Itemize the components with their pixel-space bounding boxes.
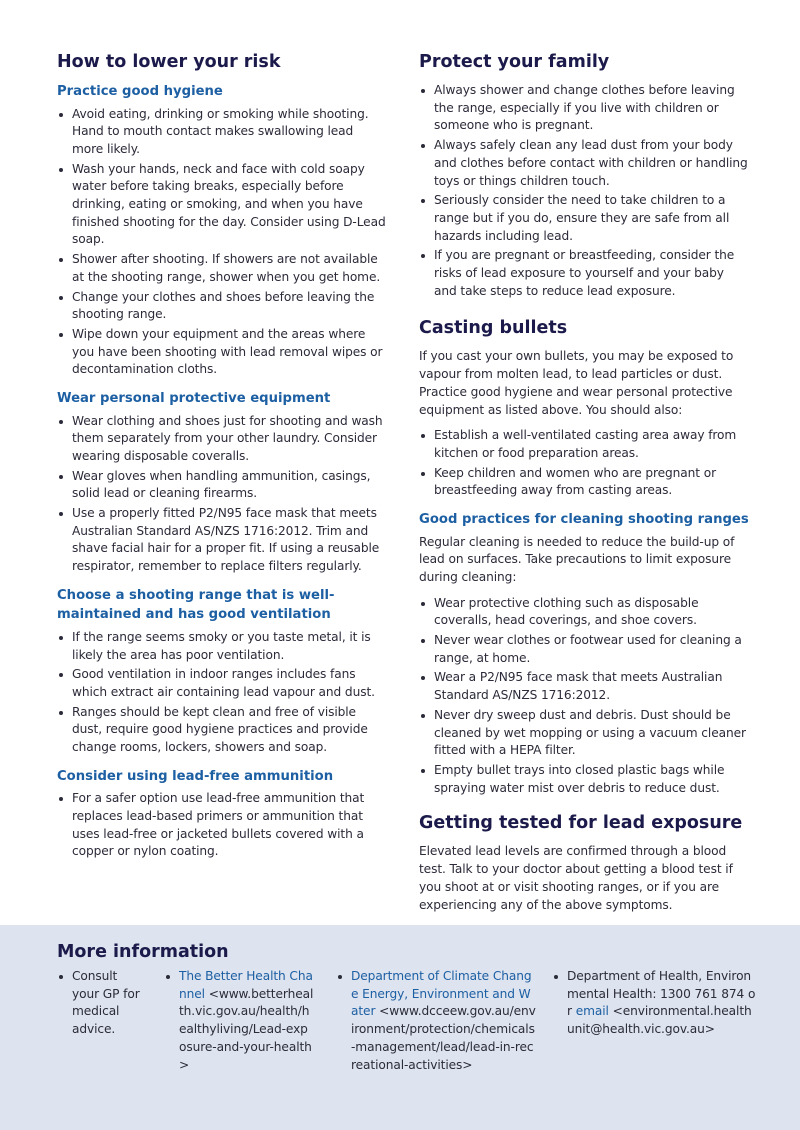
ppe-list: [57, 413, 387, 576]
list-item: Wear a P2/N95 face mask that meets Australian Standard AS/NZS 1716:2012.: [419, 669, 749, 704]
list-item: Wipe down your equipment and the areas where you have been shooting with lead removal wipes or decontamination cloths.: [57, 326, 387, 379]
testing-text: Elevated lead levels are confirmed through a blood test. Talk to your doctor about getting a blood test if you shoot at or visit shooting ranges, or if you are experiencing any of the above symptoms.: [419, 844, 733, 912]
list-item: Change your clothes and shoes before leaving the shooting range.: [57, 289, 387, 324]
subheading-ammunition: Consider using lead-free ammunition: [57, 768, 334, 784]
more-information-panel: [0, 925, 800, 1130]
subheading-hygiene: Practice good hygiene: [57, 84, 223, 99]
doh-text: Department of Health, Environmental Health: 1300 761 874 or: [567, 969, 756, 1019]
left-column: [57, 50, 387, 863]
more-col-gp: [57, 968, 147, 1041]
list-item: Empty bullet trays into closed plastic bags while spraying water mist over debris to reduce dust.: [419, 762, 749, 797]
subheading-ppe: Wear personal protective equipment: [57, 391, 331, 407]
right-column: [419, 50, 749, 914]
cleaning-list: [419, 595, 749, 798]
heading-more-info: More information: [57, 942, 229, 962]
more-col-dcceew: [336, 968, 536, 1076]
list-item: Keep children and women who are pregnant or breastfeeding away from casting areas.: [419, 465, 749, 500]
list-item: Ranges should be kept clean and free of visible dust, require good hygiene practices and provide change rooms, lockers, showers and soap.: [57, 704, 387, 757]
list-item: [552, 968, 757, 1039]
better-health-channel-link[interactable]: The Better Health Channel: [179, 969, 313, 1001]
heading-protect-family: Protect your family: [419, 52, 610, 72]
list-item: If you are pregnant or breastfeeding, consider the risks of lead exposure to yourself and your baby and take steps to reduce lead exposure.: [419, 247, 749, 300]
list-item: [336, 968, 536, 1074]
list-item: Establish a well-ventilated casting area away from kitchen or food preparation areas.: [419, 427, 749, 462]
list-item: Seriously consider the need to take children to a range but if you do, ensure they are safe from all hazards including lead.: [419, 192, 749, 245]
range-list: [57, 629, 387, 757]
list-item: Wash your hands, neck and face with cold soapy water before taking breaks, especially before drinking, eating or smoking, and when you have finished shooting for the day. Consider using D-Lead soap.: [57, 161, 387, 250]
subheading-range: Choose a shooting range that is well-maintained and has good ventilation: [57, 587, 335, 623]
protect-list: [419, 82, 749, 300]
list-item: Never wear clothes or footwear used for cleaning a range, at home.: [419, 632, 749, 667]
list-item: Wear clothing and shoes just for shooting and wash them separately from your other laundry. Consider wearing disposable coveralls.: [57, 413, 387, 466]
bhc-url-text: <www.betterhealth.vic.gov.au/health/healthyliving/Lead-exposure-and-your-health>: [179, 986, 314, 1072]
list-item: Use a properly fitted P2/N95 face mask that meets Australian Standard AS/NZS 1716:2012. Trim and shave facial hair for a proper fit. If using a reusable respirator, remember to replace filters regularly.: [57, 505, 387, 576]
doh-email-text: <environmental.healthunit@health.vic.gov.au>: [567, 1004, 752, 1037]
dcceew-url-text: <www.dcceew.gov.au/environment/protection/chemicals-management/lead/lead-in-recreational-activities>: [351, 1004, 536, 1072]
list-item: Wear gloves when handling ammunition, casings, solid lead or cleaning firearms.: [57, 468, 387, 503]
list-item: Wear protective clothing such as disposable coveralls, head coverings, and shoe covers.: [419, 595, 749, 630]
list-item: Avoid eating, drinking or smoking while shooting. Hand to mouth contact makes swallowing lead more likely.: [57, 106, 387, 159]
list-item: Always safely clean any lead dust from your body and clothes before contact with children or handling toys or things children touch.: [419, 137, 749, 190]
casting-list: [419, 427, 749, 500]
heading-casting: Casting bullets: [419, 318, 568, 339]
cleaning-intro: Regular cleaning is needed to reduce the build-up of lead on surfaces. Take precautions to limit exposure during cleaning:: [419, 534, 735, 584]
list-item: Good ventilation in indoor ranges includes fans which extract air containing lead vapour and dust.: [57, 666, 387, 701]
list-item: Consult your GP for medical advice.: [57, 968, 147, 1039]
subheading-cleaning: Good practices for cleaning shooting ranges: [419, 512, 749, 528]
casting-intro: If you cast your own bullets, you may be exposed to vapour from molten lead, to lead particles or dust. Practice good hygiene and wear personal protective equipment as listed above. You should also:: [419, 349, 734, 417]
list-item: If the range seems smoky or you taste metal, it is likely the area has poor ventilation.: [57, 629, 387, 664]
email-link[interactable]: email: [575, 1004, 609, 1019]
ammunition-list: [57, 790, 387, 861]
heading-testing: Getting tested for lead exposure: [419, 813, 743, 834]
more-col-doh: [552, 968, 757, 1041]
list-item: Always shower and change clothes before leaving the range, especially if you live with children or someone who is pregnant.: [419, 82, 749, 135]
heading-lower-risk: How to lower your risk: [57, 52, 281, 72]
list-item: [164, 968, 314, 1074]
list-item: Never dry sweep dust and debris. Dust should be cleaned by wet mopping or using a vacuum cleaner fitted with a HEPA filter.: [419, 707, 749, 760]
list-item: Shower after shooting. If showers are not available at the shooting range, shower when you get home.: [57, 251, 387, 286]
list-item: For a safer option use lead-free ammunition that replaces lead-based primers or ammunition that uses lead-free or jacketed bullets covered with a copper or nylon coating.: [57, 790, 387, 861]
hygiene-list: [57, 106, 387, 380]
more-col-bhc: [164, 968, 314, 1076]
dcceew-link[interactable]: Department of Climate Change Energy, Environment and Water: [351, 969, 532, 1019]
